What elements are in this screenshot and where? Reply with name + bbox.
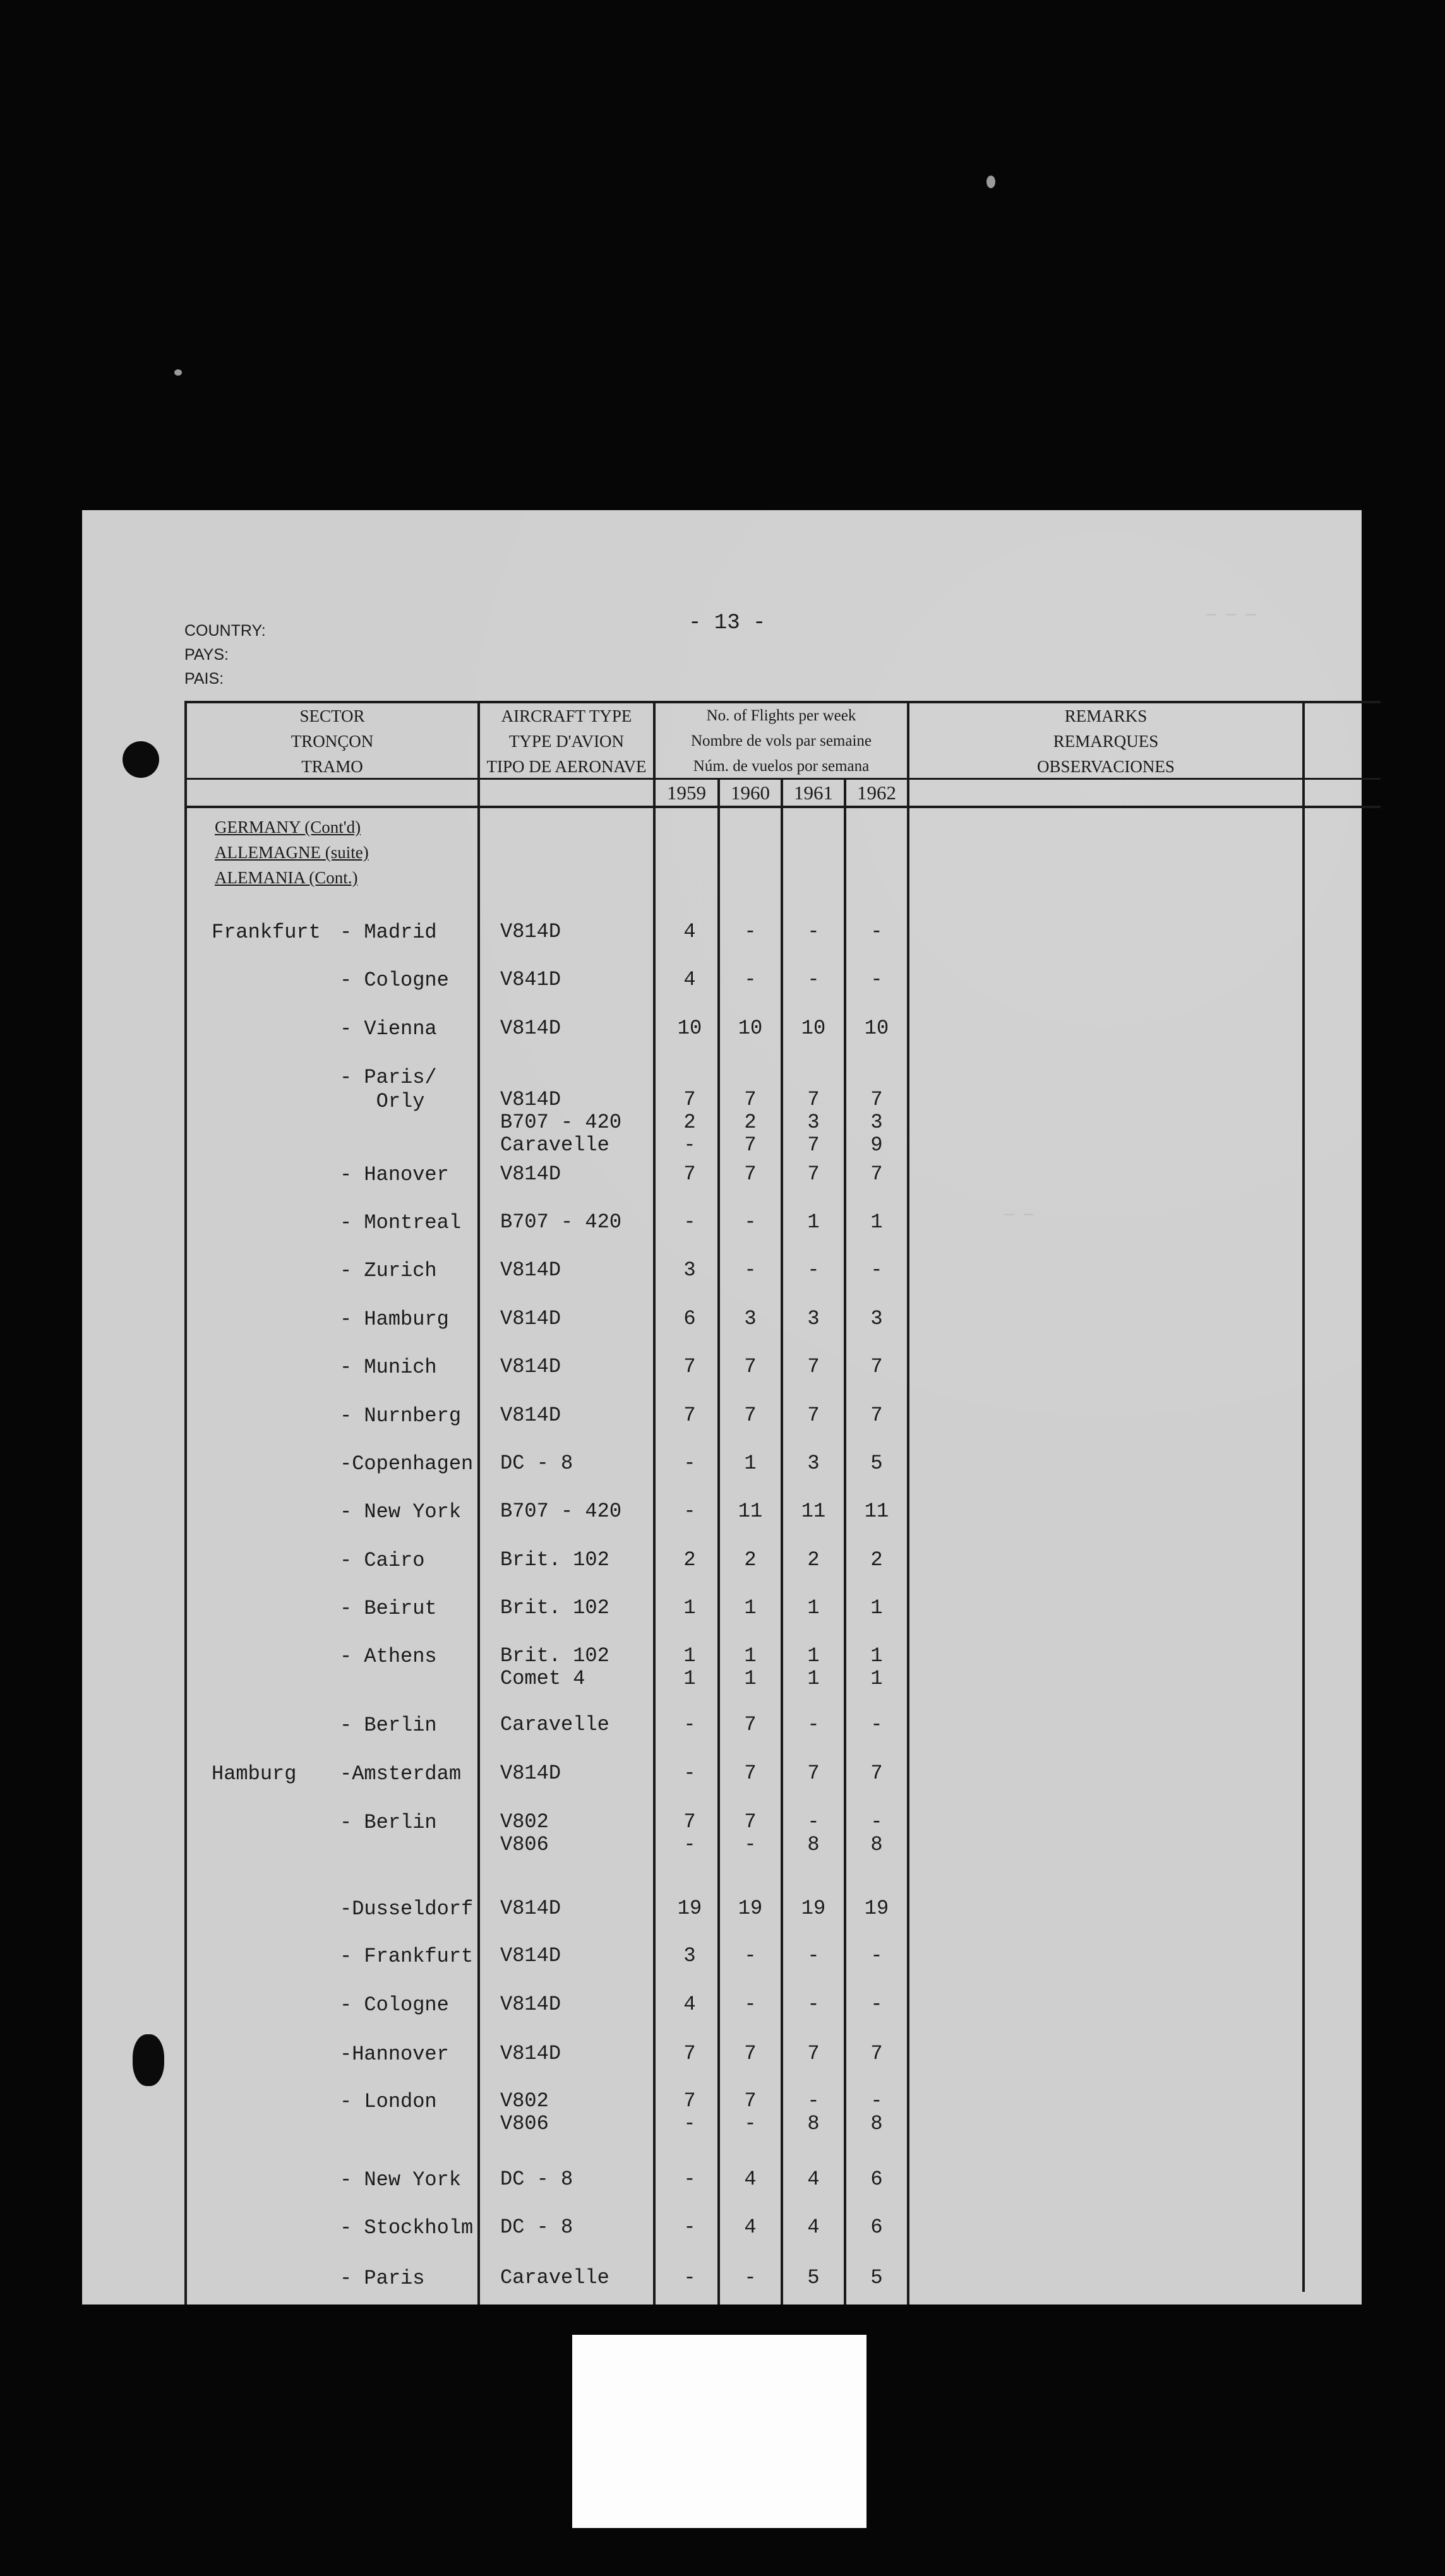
flight-count-1959: 4	[683, 968, 696, 991]
flight-count-1962: 8	[870, 2112, 883, 2135]
destination-city: - New York	[340, 2168, 462, 2191]
destination-city: -Amsterdam	[340, 1762, 462, 1786]
destination-city: - Cologne	[340, 1993, 449, 2017]
flight-count-1961: 7	[807, 1762, 820, 1785]
punch-hole	[133, 2034, 164, 2086]
aircraft-type: Brit. 102	[500, 1548, 609, 1571]
flight-count-1959: 7	[683, 1355, 696, 1378]
flight-count-1961: 7	[807, 1133, 820, 1157]
origin-city: Hamburg	[212, 1762, 297, 1786]
flight-count-1961: 7	[807, 1355, 820, 1378]
flight-count-1962: 3	[870, 1111, 883, 1134]
flight-count-1961: 7	[807, 1404, 820, 1427]
flight-count-1959: 7	[683, 1404, 696, 1427]
flight-count-1962: 2	[870, 1548, 883, 1571]
flight-count-1962: 7	[870, 1088, 883, 1111]
flight-count-1961: -	[807, 1993, 820, 2016]
flight-count-1960: 10	[738, 1017, 763, 1040]
aircraft-type: Comet 4	[500, 1667, 585, 1690]
year-header-1962: 1962	[857, 782, 896, 804]
flight-count-1961: 4	[807, 2215, 820, 2239]
destination-city: - Paris	[340, 2267, 425, 2290]
aircraft-type: Brit. 102	[500, 1596, 609, 1619]
flight-count-1962: 9	[870, 1133, 883, 1157]
flight-count-1960: 19	[738, 1897, 763, 1920]
aircraft-type: V814D	[500, 1897, 561, 1920]
aircraft-type: V841D	[500, 968, 561, 991]
flight-count-1960: 2	[744, 1111, 757, 1134]
country-name-es: ALEMANIA	[215, 868, 305, 887]
destination-city: -Copenhagen	[340, 1452, 474, 1476]
flight-count-1962: -	[870, 1713, 883, 1736]
flight-count-1959: -	[683, 1500, 696, 1523]
aircraft-type: DC - 8	[500, 2168, 573, 2191]
flight-count-1959: 1	[683, 1667, 696, 1690]
flight-count-1960: 7	[744, 2042, 757, 2065]
remarks-header-es: OBSERVACIONES	[1037, 757, 1175, 776]
aircraft-header-fr: TYPE D'AVION	[508, 732, 625, 751]
flight-count-1959: 19	[677, 1897, 702, 1920]
flight-count-1960: -	[744, 968, 757, 991]
flight-count-1960: 2	[744, 1548, 757, 1571]
flight-count-1961: -	[807, 1713, 820, 1736]
flights-header-fr: Nombre de vols par semaine	[690, 732, 872, 749]
flight-count-1960: 7	[744, 1404, 757, 1427]
aircraft-type: V814D	[500, 1162, 561, 1186]
flight-count-1961: -	[807, 2089, 820, 2113]
destination-city: - Berlin	[340, 1714, 437, 1737]
aircraft-type: V802	[500, 1810, 549, 1834]
flight-count-1960: -	[744, 1944, 757, 1967]
flights-header	[656, 703, 907, 779]
scan-speck	[174, 369, 182, 376]
destination-city: - Hanover	[340, 1163, 449, 1186]
destination-city: - Berlin	[340, 1811, 437, 1834]
pays-label: PAYS:	[184, 646, 229, 664]
year-1959-rule	[717, 778, 720, 2305]
flight-count-1959: 3	[683, 1944, 696, 1967]
flight-count-1960: 7	[744, 1762, 757, 1785]
flight-count-1961: -	[807, 920, 820, 943]
flight-count-1962: 7	[870, 1355, 883, 1378]
destination-city: -Dusseldorf	[340, 1897, 474, 1921]
flight-count-1961: 2	[807, 1548, 820, 1571]
flight-count-1961: 7	[807, 2042, 820, 2065]
country-suffix-fr: (suite)	[325, 843, 369, 862]
aircraft-type: V814D	[500, 1355, 561, 1378]
flight-count-1961: 10	[801, 1017, 826, 1040]
flight-count-1960: 1	[744, 1667, 757, 1690]
flight-count-1959: 2	[683, 1548, 696, 1571]
scan-speck	[986, 176, 995, 188]
year-header-1959: 1959	[667, 782, 706, 804]
aircraft-type: DC - 8	[500, 1452, 573, 1475]
flight-count-1959: -	[683, 2266, 696, 2289]
pais-label: PAIS:	[184, 670, 224, 688]
flight-count-1960: -	[744, 920, 757, 943]
flight-count-1959: 4	[683, 920, 696, 943]
flights-col-rule	[907, 701, 909, 2305]
remarks-header	[909, 703, 1302, 779]
flight-count-1960: -	[744, 2266, 757, 2289]
destination-city: - Stockholm	[340, 2216, 474, 2239]
flight-count-1961: 7	[807, 1162, 820, 1186]
sector-header	[187, 703, 477, 779]
aircraft-type: B707 - 420	[500, 1210, 622, 1234]
flight-count-1962: 5	[870, 2266, 883, 2289]
flights-header-es: Núm. de vuelos por semana	[693, 758, 870, 775]
aircraft-type: V814D	[500, 1944, 561, 1967]
flight-count-1961: 5	[807, 2266, 820, 2289]
aircraft-type: V802	[500, 2089, 549, 2113]
aircraft-type: Caravelle	[500, 2266, 609, 2289]
flight-count-1959: -	[683, 1833, 696, 1856]
destination-city: - Frankfurt	[340, 1945, 474, 1968]
flight-count-1961: 1	[807, 1644, 820, 1667]
aircraft-type: DC - 8	[500, 2215, 573, 2239]
destination-city: - Hamburg	[340, 1308, 449, 1331]
aircraft-type: V814D	[500, 1762, 561, 1785]
destination-city: - Vienna	[340, 1017, 437, 1041]
flight-count-1961: 3	[807, 1307, 820, 1330]
flight-count-1961: 1	[807, 1210, 820, 1234]
flight-count-1962: -	[870, 1944, 883, 1967]
document-page	[82, 510, 1362, 2305]
aircraft-type: V814D	[500, 1258, 561, 1282]
flight-count-1960: 1	[744, 1596, 757, 1619]
year-1960-rule	[781, 778, 783, 2305]
table-left-rule	[184, 701, 187, 2305]
flight-count-1960: 7	[744, 1713, 757, 1736]
destination-city: - Beirut	[340, 1597, 437, 1620]
flight-count-1959: 7	[683, 2042, 696, 2065]
flight-count-1960: 7	[744, 1133, 757, 1157]
flight-count-1962: 10	[864, 1017, 889, 1040]
flight-count-1959: 7	[683, 1810, 696, 1834]
flight-count-1959: -	[683, 2168, 696, 2191]
flight-count-1961: 7	[807, 1088, 820, 1111]
flight-count-1962: 7	[870, 2042, 883, 2065]
flight-count-1959: 10	[677, 1017, 702, 1040]
remarks-header-en: REMARKS	[1064, 707, 1148, 725]
sector-header-es: TRAMO	[301, 757, 363, 776]
flight-count-1959: 2	[683, 1111, 696, 1134]
year-1961-rule	[844, 778, 846, 2305]
destination-city: - Nurnberg	[340, 1404, 462, 1428]
aircraft-header-en: AIRCRAFT TYPE	[501, 707, 632, 725]
flight-count-1962: 1	[870, 1667, 883, 1690]
flight-count-1962: -	[870, 920, 883, 943]
flight-count-1962: -	[870, 968, 883, 991]
aircraft-type: Caravelle	[500, 1133, 609, 1157]
flight-count-1961: -	[807, 968, 820, 991]
flight-count-1959: -	[683, 2112, 696, 2135]
flight-count-1961: -	[807, 1258, 820, 1282]
aircraft-col-rule	[653, 701, 656, 2305]
flight-count-1962: 7	[870, 1762, 883, 1785]
flight-count-1959: -	[683, 2215, 696, 2239]
flight-count-1961: -	[807, 1944, 820, 1967]
flight-count-1961: 1	[807, 1596, 820, 1619]
flight-count-1962: 8	[870, 1833, 883, 1856]
flight-count-1960: 4	[744, 2215, 757, 2239]
flight-count-1959: 7	[683, 1088, 696, 1111]
destination-city: - Zurich	[340, 1259, 437, 1282]
flight-count-1960: 7	[744, 1088, 757, 1111]
flight-count-1960: -	[744, 1258, 757, 1282]
remarks-header-fr: REMARQUES	[1053, 732, 1159, 751]
country-name-en: GERMANY	[215, 818, 301, 837]
flight-count-1962: 5	[870, 1452, 883, 1475]
country-suffix-es: (Cont.)	[309, 868, 358, 887]
flight-count-1962: 7	[870, 1162, 883, 1186]
flight-count-1960: -	[744, 1993, 757, 2016]
flight-count-1959: -	[683, 1762, 696, 1785]
flight-count-1962: 11	[864, 1500, 889, 1523]
aircraft-type: V814D	[500, 2042, 561, 2065]
country-name-fr: ALLEMAGNE	[215, 843, 321, 862]
destination-city: - Cologne	[340, 969, 449, 992]
flight-count-1961: 11	[801, 1500, 826, 1523]
flight-count-1959: 1	[683, 1596, 696, 1619]
flight-count-1961: 4	[807, 2168, 820, 2191]
flight-count-1960: 7	[744, 1355, 757, 1378]
flight-count-1960: 7	[744, 2089, 757, 2113]
flights-header-en: No. of Flights per week	[706, 707, 856, 724]
flight-count-1962: -	[870, 2089, 883, 2113]
punch-hole	[123, 741, 159, 778]
destination-city: - London	[340, 2090, 437, 2113]
flight-count-1962: 7	[870, 1404, 883, 1427]
flight-count-1961: 1	[807, 1667, 820, 1690]
flight-count-1962: 6	[870, 2168, 883, 2191]
destination-city: - Cairo	[340, 1549, 425, 1572]
flight-count-1962: -	[870, 1258, 883, 1282]
flight-count-1961: 8	[807, 2112, 820, 2135]
sector-header-fr: TRONÇON	[291, 732, 374, 751]
aircraft-type: V806	[500, 1833, 549, 1856]
aircraft-type: V814D	[500, 1017, 561, 1040]
flight-count-1959: 7	[683, 2089, 696, 2113]
flight-count-1962: 3	[870, 1307, 883, 1330]
sector-header-en: SECTOR	[299, 707, 365, 725]
flight-count-1960: -	[744, 1833, 757, 1856]
flight-count-1959: 4	[683, 1993, 696, 2016]
flight-count-1960: 1	[744, 1644, 757, 1667]
flight-count-1959: -	[683, 1210, 696, 1234]
flight-count-1961: 3	[807, 1452, 820, 1475]
flight-count-1960: 7	[744, 1810, 757, 1834]
flight-count-1960: -	[744, 1210, 757, 1234]
flight-count-1961: 3	[807, 1111, 820, 1134]
flight-count-1960: 3	[744, 1307, 757, 1330]
aircraft-type: B707 - 420	[500, 1111, 622, 1134]
blank-label-card	[572, 2335, 866, 2528]
aircraft-header-es: TIPO DE AERONAVE	[486, 757, 647, 776]
flight-count-1959: -	[683, 1713, 696, 1736]
flight-count-1962: 19	[864, 1897, 889, 1920]
destination-city: - Munich	[340, 1356, 437, 1379]
flight-count-1962: -	[870, 1993, 883, 2016]
flight-count-1962: 1	[870, 1644, 883, 1667]
flight-count-1960: 7	[744, 1162, 757, 1186]
flight-count-1962: 1	[870, 1210, 883, 1234]
aircraft-type: V806	[500, 2112, 549, 2135]
flight-count-1961: 19	[801, 1897, 826, 1920]
page-number: - 13 -	[688, 611, 766, 635]
aircraft-type: V814D	[500, 1088, 561, 1111]
origin-city: Frankfurt	[212, 921, 321, 944]
destination-city: - Athens	[340, 1645, 437, 1668]
bleed-through-text: — — —	[1206, 605, 1256, 624]
aircraft-header	[480, 703, 653, 779]
destination-city: - Paris/ Orly	[340, 1066, 437, 1113]
year-header-1961: 1961	[794, 782, 833, 804]
flight-count-1959: 1	[683, 1644, 696, 1667]
aircraft-type: Brit. 102	[500, 1644, 609, 1667]
flight-count-1960: -	[744, 2112, 757, 2135]
flight-count-1959: 3	[683, 1258, 696, 1282]
aircraft-type: V814D	[500, 920, 561, 943]
aircraft-type: B707 - 420	[500, 1500, 622, 1523]
bleed-through-text: — —	[1004, 1205, 1034, 1224]
destination-city: - New York	[340, 1500, 462, 1524]
flight-count-1959: 6	[683, 1307, 696, 1330]
flight-count-1961: 8	[807, 1833, 820, 1856]
aircraft-type: Caravelle	[500, 1713, 609, 1736]
flight-count-1961: -	[807, 1810, 820, 1834]
year-header-1960: 1960	[731, 782, 770, 804]
flight-count-1959: -	[683, 1133, 696, 1157]
flight-count-1959: 7	[683, 1162, 696, 1186]
aircraft-type: V814D	[500, 1307, 561, 1330]
country-labels	[184, 619, 266, 691]
aircraft-type: V814D	[500, 1993, 561, 2016]
flight-count-1960: 11	[738, 1500, 763, 1523]
destination-city: - Montreal	[340, 1211, 462, 1234]
sector-col-rule	[477, 701, 480, 2305]
flight-count-1962: -	[870, 1810, 883, 1834]
country-label: COUNTRY:	[184, 622, 266, 640]
country-suffix-en: (Cont'd)	[304, 818, 361, 837]
country-heading	[215, 814, 369, 890]
flight-count-1960: 1	[744, 1452, 757, 1475]
flight-count-1962: 1	[870, 1596, 883, 1619]
destination-city: -Hannover	[340, 2042, 449, 2066]
aircraft-type: V814D	[500, 1404, 561, 1427]
flight-count-1960: 4	[744, 2168, 757, 2191]
flight-count-1962: 6	[870, 2215, 883, 2239]
flight-count-1959: -	[683, 1452, 696, 1475]
destination-city: - Madrid	[340, 921, 437, 944]
table-right-rule	[1302, 701, 1305, 2292]
